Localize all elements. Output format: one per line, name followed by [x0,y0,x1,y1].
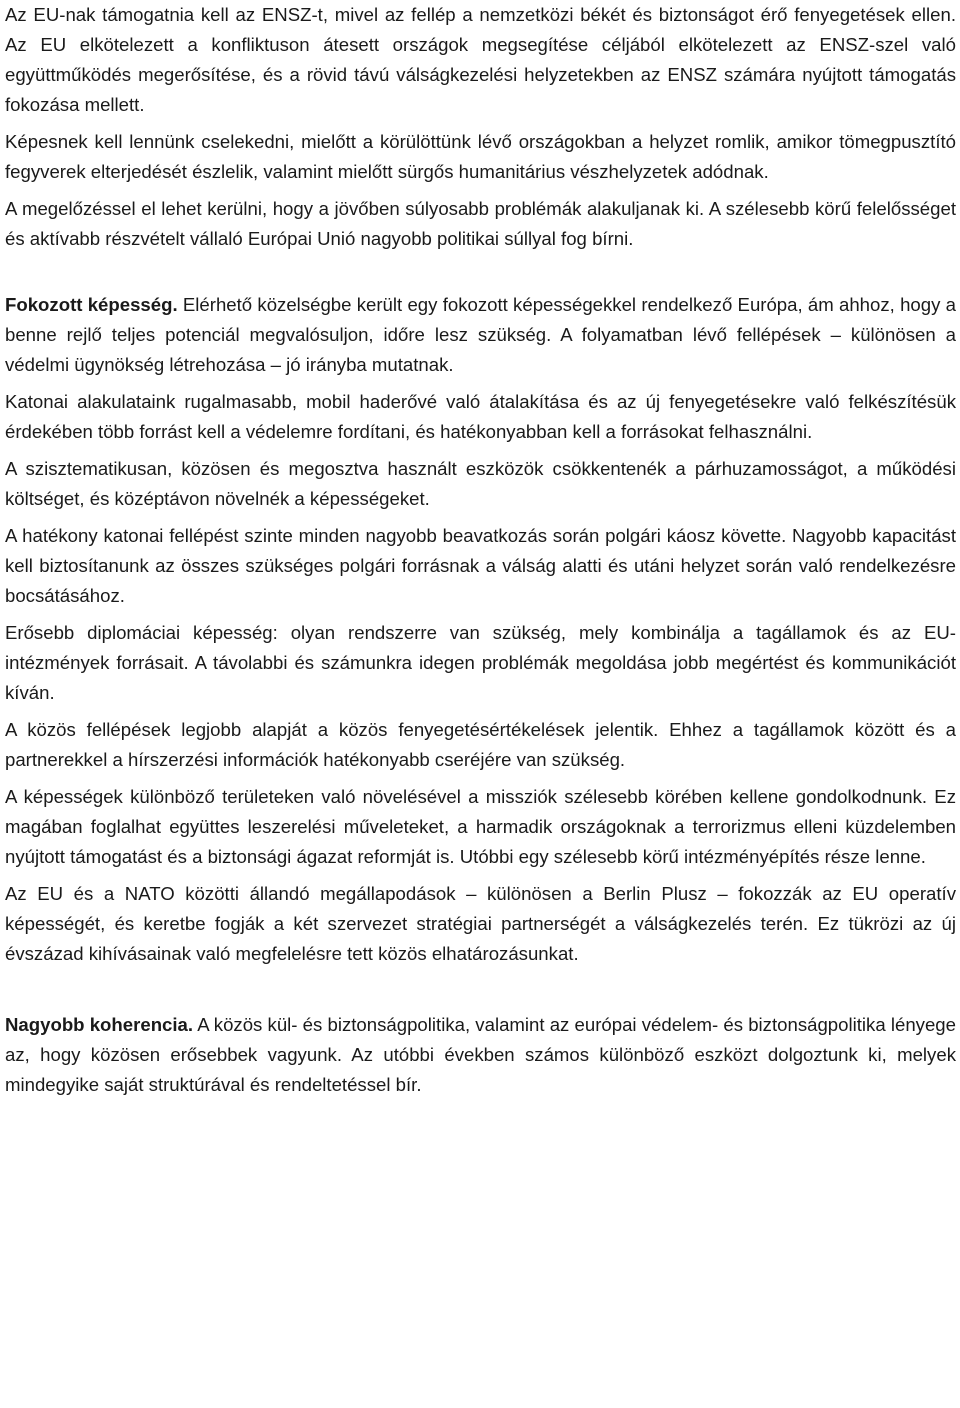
paragraph-text: A közös kül- és biztonságpolitika, valamint az európai védelem- és biztonságpolitika lényege az, hogy közösen erősebbek vagyunk. Az utóbbi években számos különböző eszközt dolgoztunk ki, melyek mindegyike saját struktúrával és rendeltetéssel bír. [5,1014,956,1095]
paragraph-un-support [5,0,956,120]
paragraph-threat-assessment [5,715,956,775]
paragraph-shared-assets [5,454,956,514]
paragraph-increased-capability [5,290,956,380]
paragraph-text: A képességek különböző területeken való növelésével a missziók szélesebb körében kellene gondolkodnunk. Ez magában foglalhat együttes leszerelési műveleteket, a harmadik országoknak a terrorizmus elleni küzdelemben nyújtott támogatást és a biztonsági ágazat reformját is. Utóbbi egy szélesebb körű intézményépítés része lenne. [5,786,956,867]
paragraph-text: A közös fellépések legjobb alapját a közös fenyegetésértékelések jelentik. Ehhez a tagállamok között és a partnerekkel a hírszerzési információk hatékonyabb cseréjére van szükség. [5,719,956,770]
paragraph-text: Képesnek kell lennünk cselekedni, mielőtt a körülöttünk lévő országokban a helyzet romlik, amikor tömegpusztító fegyverek elterjedését észlelik, valamint mielőtt sürgős humanitárius vészhelyzetek adódnak. [5,131,956,182]
paragraph-act-before [5,127,956,187]
paragraph-eu-nato [5,879,956,969]
section-heading-coherence: Nagyobb koherencia. [5,1014,194,1035]
paragraph-text: A szisztematikusan, közösen és megosztva használt eszközök csökkentenék a párhuzamosságot, a működési költséget, és középtávon növelnék a képességeket. [5,458,956,509]
paragraph-text: A megelőzéssel el lehet kerülni, hogy a jövőben súlyosabb problémák alakuljanak ki. A szélesebb körű felelősséget és aktívabb részvételt vállaló Európai Unió nagyobb politikai súllyal fog bírni. [5,198,956,249]
paragraph-mission-range [5,782,956,872]
paragraph-military-forces [5,387,956,447]
paragraph-greater-coherence [5,1010,956,1100]
document-page [5,0,956,1107]
paragraph-diplomatic-capability [5,618,956,708]
paragraph-text: A hatékony katonai fellépést szinte minden nagyobb beavatkozás során polgári káosz követte. Nagyobb kapacitást kell biztosítanunk az összes szükséges polgári forrásnak a válság alatti és utáni helyzet során való rendelkezésre bocsátásához. [5,525,956,606]
paragraph-text: Erősebb diplomáciai képesség: olyan rendszerre van szükség, mely kombinálja a tagállamok és az EU-intézmények forrásait. A távolabbi és számunkra idegen problémák megoldása jobb megértést és kommunikációt kíván. [5,622,956,703]
paragraph-text: Elérhető közelségbe került egy fokozott képességekkel rendelkező Európa, ám ahhoz, hogy a benne rejlő teljes potenciál megvalósuljon, időre lesz szükség. A folyamatban lévő fellépések – különösen a védelmi ügynökség létrehozása – jó irányba mutatnak. [5,294,957,375]
paragraph-text: Az EU és a NATO közötti állandó megállapodások – különösen a Berlin Plusz – fokozzák az EU operatív képességét, és keretbe fogják a két szervezet stratégiai partnerségét a válságkezelés terén. Ez tükrözi az új évszázad kihívásainak való megfelelésre tett közös elhatározásunkat. [5,883,956,964]
section-heading-capability: Fokozott képesség. [5,294,178,315]
paragraph-text: Az EU-nak támogatnia kell az ENSZ-t, mivel az fellép a nemzetközi békét és biztonságot érő fenyegetések ellen. Az EU elkötelezett a konfliktuson átesett országok megsegítése céljából elkötelezett az ENSZ-szel való együttműködés megerősítése, és a rövid távú válságkezelési helyzetekben az ENSZ számára nyújtott támogatás fokozása mellett. [5,4,956,115]
paragraph-prevention [5,194,956,254]
paragraph-civilian-capacity [5,521,956,611]
paragraph-text: Katonai alakulataink rugalmasabb, mobil haderővé való átalakítása és az új fenyegetésekre való felkészítésük érdekében több forrást kell a védelemre fordítani, és hatékonyabban kell a forrásokat felhasználni. [5,391,956,442]
